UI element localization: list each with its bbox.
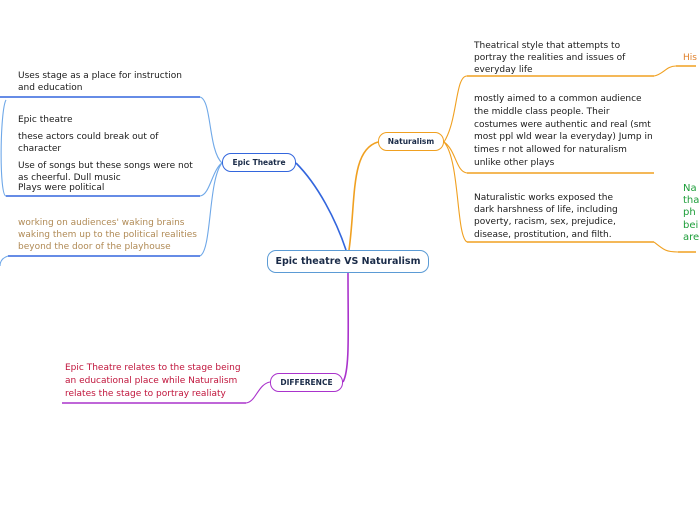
connector-nat-history	[654, 66, 676, 76]
naturalism-node[interactable]: Naturalism	[378, 132, 444, 151]
note-line: tha	[683, 195, 699, 207]
connector-epic-3	[200, 163, 222, 256]
difference-node[interactable]: DIFFERENCE	[270, 373, 343, 392]
naturalism-item-audience[interactable]: mostly aimed to a common audience the middle class people. Their costumes were authentic and real (smt most ppl wld wear la everyday) Jump in times r not allowed for naturalism unlike other plays	[474, 94, 653, 168]
naturalism-history-label[interactable]: His	[683, 53, 697, 63]
note-line: bei	[683, 219, 699, 231]
connector-central-epic	[296, 163, 346, 250]
connector-central-naturalism	[349, 142, 378, 250]
epic-theatre-node[interactable]: Epic Theatre	[222, 153, 296, 172]
connector-epic-1	[200, 97, 222, 163]
connector-central-difference	[343, 273, 348, 382]
epic-item-epic-theatre[interactable]: Epic theatre	[18, 115, 73, 125]
naturalism-item-dark-harshness[interactable]: Naturalistic works exposed the dark harshness of life, including poverty, racism, sex, prejudice, disease, prostitution, and filth.	[474, 193, 618, 240]
naturalism-item-style[interactable]: Theatrical style that attempts to portray the realities and issues of everyday life	[474, 41, 626, 76]
connector-nat-3	[444, 142, 467, 242]
note-line: Na	[683, 183, 697, 194]
connector-nat-note	[654, 242, 678, 252]
difference-item-text[interactable]: Epic Theatre relates to the stage being an educational place while Naturalism relates the stage to portray realiaty	[65, 363, 241, 399]
epic-item-political[interactable]: Plays were political	[18, 183, 105, 193]
bracket-epic-3	[0, 256, 8, 266]
note-line: ph	[683, 207, 696, 219]
epic-item-songs[interactable]: Use of songs but these songs were not as cheerful. Dull music	[18, 161, 193, 184]
central-topic[interactable]: Epic theatre VS Naturalism	[267, 250, 429, 273]
naturalism-note-clipped[interactable]	[683, 183, 699, 244]
epic-item-waking-brains[interactable]: working on audiences' waking brains waking them up to the political realities beyond the door of the playhouse	[18, 218, 197, 253]
epic-item-break-character[interactable]: these actors could break out of character	[18, 132, 159, 155]
note-line: are	[683, 231, 699, 243]
bracket-epic-2	[1, 100, 6, 196]
connector-diff-1	[246, 382, 270, 403]
connector-nat-1	[444, 76, 467, 142]
epic-item-instruction[interactable]: Uses stage as a place for instruction and education	[18, 71, 182, 94]
